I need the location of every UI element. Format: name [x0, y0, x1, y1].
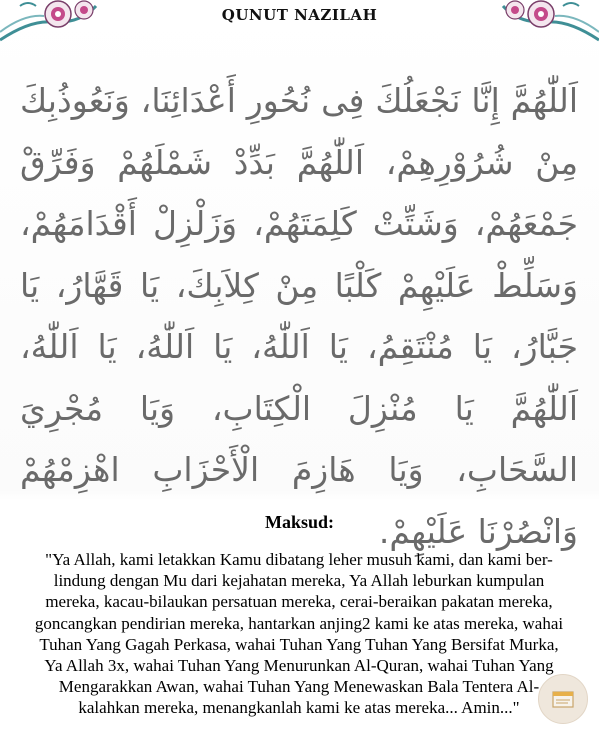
book-icon: [548, 684, 578, 714]
translation-line: goncangkan pendirian mereka, hantarkan anjing2 kami ke atas mereka, wahai: [34, 613, 564, 633]
translation-line: Ya Allah 3x, wahai Tuhan Yang Menurunkan Al-Quran, wahai Tuhan Yang: [44, 656, 554, 676]
translation-line: kalahkan mereka, menangkanlah kami ke atas mereka... Amin...": [78, 698, 520, 718]
translation-line: "Ya Allah, kami letakkan Kamu dibatang leher musuh kami, dan kami ber-: [45, 550, 553, 569]
arabic-doa-text: اَللّٰهُمَّ إِنَّا نَجْعَلُكَ فِى نُحُورِ أَعْدَائِنَا، وَنَعُوذُبِكَ مِنْ شُرُوْرِهِمْ، اَللّٰهُمَّ بَدِّدْ شَمْلَهُمْ وَفَرِّقْ جَمْعَهُمْ، وَشَتِّتْ كَلِمَتَهُمْ، وَزَلْزِلْ أَقْدَامَهُمْ، وَسَلِّطْ عَلَيْهِمْ كَلْبًا مِنْ كِلاَبِكَ، يَا قَهَّارُ، يَا جَبَّارُ، يَا مُنْتَقِمُ، يَا اَللّٰهُ، يَا اَللّٰهُ، يَا اَللّٰهُ، اَللّٰهُمَّ يَا مُنْزِلَ الْكِتَابِ، وَيَا مُجْرِيَ السَّحَابِ، وَيَا هَازِمَ الْأَحْزَابِ اهْزِمْهُمْ وَانْصُرْنَا عَلَيْهِمْ.: [20, 81, 578, 551]
translation-line: lindung dengan Mu dari kejahatan mereka, Ya Allah leburkan kumpulan: [53, 571, 545, 591]
page-title: QUNUT NAZILAH: [221, 6, 378, 24]
translation-line: Mengarakkan Awan, wahai Tuhan Yang Menewaskan Bala Tentera Al-: [58, 677, 540, 697]
translation-line: Tuhan Yang Gagah Perkasa, wahai Tuhan Yang Tuhan Yang Bersifat Murka,: [39, 634, 559, 654]
maksud-heading: Maksud:: [264, 512, 335, 532]
watermark-logo: [538, 674, 588, 724]
translation-line: mereka, kacau-bilaukan persatuan mereka, cerai-beraikan pakatan mereka,: [45, 592, 553, 612]
corner-ornament-right: [489, 0, 599, 42]
translation-text: [8, 549, 590, 719]
